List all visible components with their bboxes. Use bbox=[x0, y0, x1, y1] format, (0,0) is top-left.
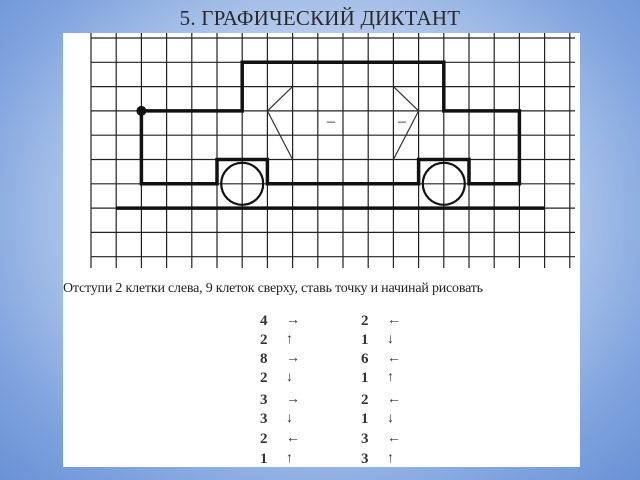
step-count: 2 bbox=[260, 370, 268, 386]
window-mark: – bbox=[398, 113, 406, 130]
step-count: 2 bbox=[260, 431, 268, 447]
step-row bbox=[260, 370, 320, 389]
step-count: 6 bbox=[361, 351, 369, 367]
arrow-left-icon: ← bbox=[387, 351, 401, 366]
step-row bbox=[260, 313, 320, 332]
arrow-left-icon: ← bbox=[387, 313, 401, 328]
step-count: 1 bbox=[361, 332, 369, 348]
left-window-line bbox=[267, 87, 292, 160]
step-count: 2 bbox=[361, 313, 369, 329]
step-count: 3 bbox=[260, 392, 268, 408]
step-count: 1 bbox=[361, 370, 369, 386]
arrow-down-icon: ↓ bbox=[286, 411, 293, 426]
arrow-left-icon: ← bbox=[286, 431, 300, 446]
step-count: 3 bbox=[260, 411, 268, 427]
step-count: 1 bbox=[260, 451, 268, 467]
arrow-left-icon: ← bbox=[387, 431, 401, 446]
step-count: 2 bbox=[260, 332, 268, 348]
step-row bbox=[260, 431, 320, 450]
step-row bbox=[361, 451, 421, 470]
step-row bbox=[260, 351, 320, 370]
arrow-left-icon: ← bbox=[387, 392, 401, 407]
step-row bbox=[260, 451, 320, 470]
arrow-right-icon: → bbox=[286, 351, 300, 366]
car-drawing-grid bbox=[63, 33, 580, 278]
arrow-up-icon: ↑ bbox=[387, 451, 394, 466]
arrow-right-icon: → bbox=[286, 392, 300, 407]
slide-title: 5. ГРАФИЧЕСКИЙ ДИКТАНТ bbox=[179, 6, 461, 30]
instruction-text: Отступи 2 клетки слева, 9 клеток сверху, ставь точку и начинай рисовать bbox=[63, 281, 483, 296]
step-count: 3 bbox=[361, 451, 369, 467]
step-row bbox=[260, 332, 320, 351]
step-count: 8 bbox=[260, 351, 268, 367]
step-row bbox=[361, 411, 421, 430]
step-row bbox=[361, 332, 421, 351]
arrow-up-icon: ↑ bbox=[286, 451, 293, 466]
step-count: 3 bbox=[361, 431, 369, 447]
arrow-down-icon: ↓ bbox=[286, 370, 293, 385]
step-count: 1 bbox=[361, 411, 369, 427]
step-row bbox=[361, 431, 421, 450]
step-row bbox=[361, 351, 421, 370]
arrow-right-icon: → bbox=[286, 313, 300, 328]
arrow-up-icon: ↑ bbox=[286, 332, 293, 347]
step-row bbox=[361, 313, 421, 332]
worksheet bbox=[63, 33, 580, 467]
step-count: 4 bbox=[260, 313, 268, 329]
window-mark: – bbox=[327, 113, 335, 130]
step-row bbox=[361, 370, 421, 389]
step-row bbox=[260, 411, 320, 430]
start-point bbox=[136, 106, 146, 116]
step-row bbox=[260, 392, 320, 411]
arrow-down-icon: ↓ bbox=[387, 332, 394, 347]
arrow-up-icon: ↑ bbox=[387, 370, 394, 385]
arrow-down-icon: ↓ bbox=[387, 411, 394, 426]
step-count: 2 bbox=[361, 392, 369, 408]
step-row bbox=[361, 392, 421, 411]
